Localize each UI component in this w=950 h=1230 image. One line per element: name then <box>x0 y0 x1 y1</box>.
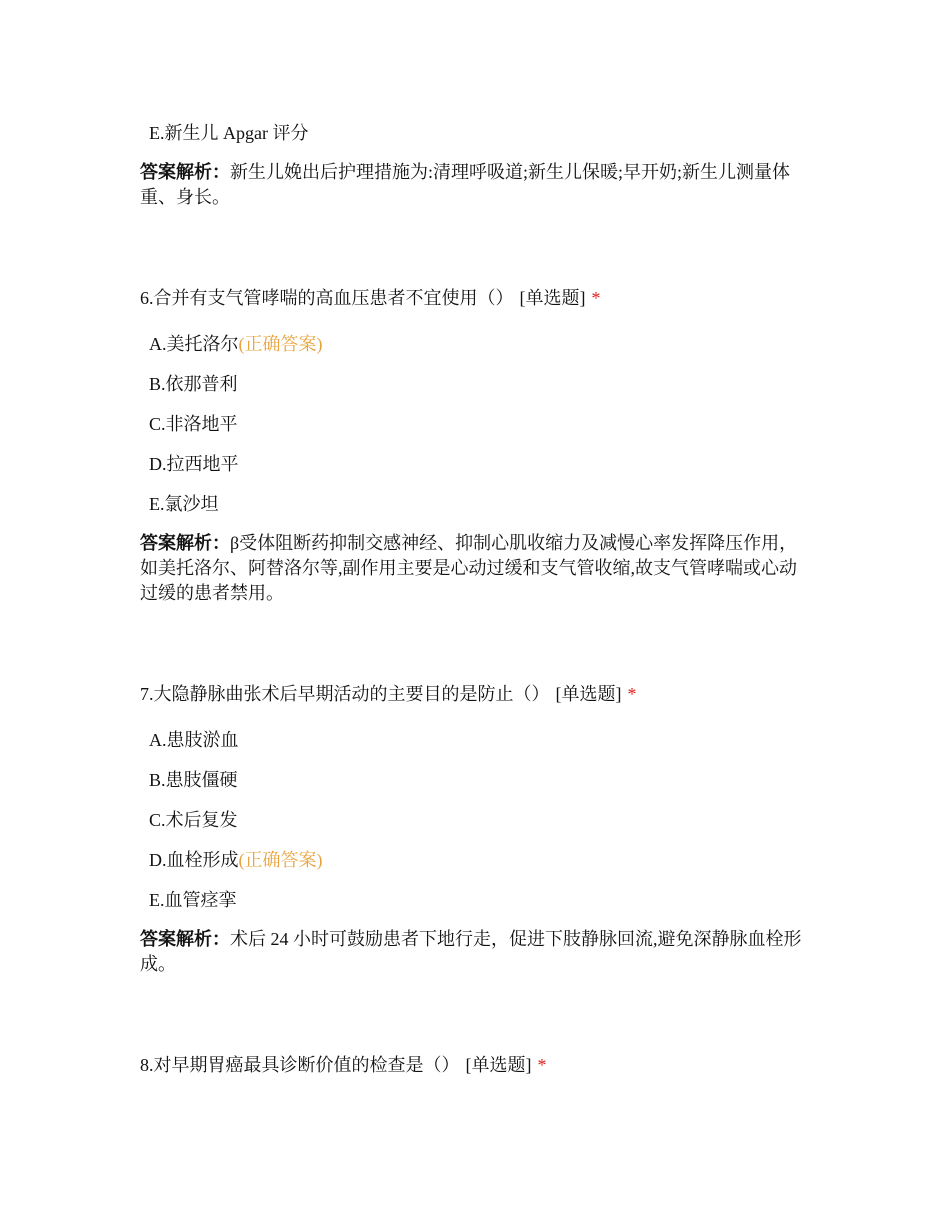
option-text: E.氯沙坦 <box>149 494 219 514</box>
option-text: B.患肢僵硬 <box>149 770 238 790</box>
option-text: C.非洛地平 <box>149 414 238 434</box>
explanation-label: 答案解析： <box>140 533 230 553</box>
required-star: * <box>591 288 601 308</box>
option-text: E.血管痉挛 <box>149 890 237 910</box>
question-8-title <box>140 1053 547 1077</box>
answer-explanation-q7 <box>140 927 810 977</box>
option-text: D.血栓形成 <box>149 850 239 870</box>
q7-option-a <box>149 728 239 752</box>
option-text: C.术后复发 <box>149 810 238 830</box>
question-text: 7.大隐静脉曲张术后早期活动的主要目的是防止（） <box>140 684 550 704</box>
explanation-label: 答案解析： <box>140 162 230 182</box>
question-text: 6.合并有支气管哮喘的高血压患者不宜使用（） <box>140 288 514 308</box>
q6-option-e <box>149 492 219 516</box>
question-type: [单选题] <box>519 288 586 308</box>
explanation-label: 答案解析： <box>140 929 230 949</box>
option-e-apgar <box>149 121 308 145</box>
question-6-title <box>140 286 601 310</box>
explanation-text: 新生儿娩出后护理措施为:清理呼吸道;新生儿保暖;早开奶;新生儿测量体重、身长。 <box>140 162 791 207</box>
option-text: D.拉西地平 <box>149 454 239 474</box>
option-text: E.新生儿 Apgar 评分 <box>149 123 309 143</box>
q7-option-d <box>149 848 323 872</box>
question-text: 8.对早期胃癌最具诊断价值的检查是（） <box>140 1055 460 1075</box>
question-type: [单选题] <box>465 1055 532 1075</box>
q6-option-a <box>149 332 323 356</box>
required-star: * <box>537 1055 547 1075</box>
correct-answer-mark: (正确答案) <box>238 334 323 354</box>
explanation-text: β受体阻断药抑制交感神经、抑制心肌收缩力及减慢心率发挥降压作用，如美托洛尔、阿替洛尔等,副作用主要是心动过缓和支气管收缩,故支气管哮喘或心动过缓的患者禁用。 <box>140 533 798 603</box>
question-7-title <box>140 682 637 706</box>
q7-option-c <box>149 808 238 832</box>
option-text: A.美托洛尔 <box>149 334 239 354</box>
explanation-text: 术后 24 小时可鼓励患者下地行走，促进下肢静脉回流,避免深静脉血栓形成。 <box>140 929 802 974</box>
option-text: B.依那普利 <box>149 374 238 394</box>
q7-option-e <box>149 888 237 912</box>
answer-explanation-q5 <box>140 160 810 210</box>
question-type: [单选题] <box>555 684 622 704</box>
q6-option-c <box>149 412 238 436</box>
q6-option-b <box>149 372 238 396</box>
required-star: * <box>627 684 637 704</box>
q6-option-d <box>149 452 239 476</box>
correct-answer-mark: (正确答案) <box>238 850 323 870</box>
answer-explanation-q6 <box>140 531 810 606</box>
q7-option-b <box>149 768 238 792</box>
option-text: A.患肢淤血 <box>149 730 239 750</box>
